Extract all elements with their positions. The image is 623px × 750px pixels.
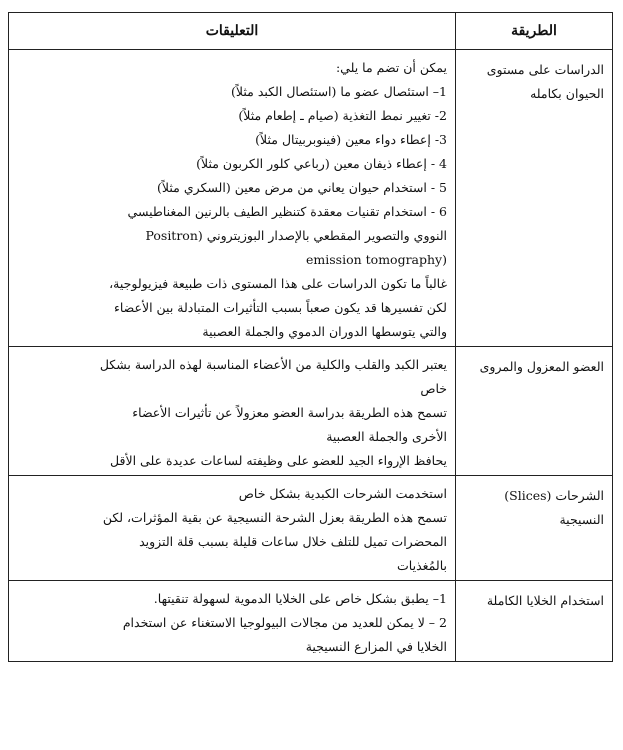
header-method: الطريقة	[456, 13, 613, 50]
method-cell: العضو المعزول والمروى	[456, 347, 613, 476]
comment-line: 2- تغيير نمط التغذية (صيام ـ إطعام مثلاً)	[238, 108, 447, 123]
comment-line: emission tomography)	[306, 252, 447, 267]
method-cell: الشرحات (Slices) النسيجية	[456, 476, 613, 581]
comment-line: والتي يتوسطها الدوران الدموي والجملة العصبية	[202, 324, 447, 339]
comment-line: النووي والتصوير المقطعي بالإصدار البوزيتروني (Positron	[145, 228, 447, 243]
comments-cell	[9, 476, 456, 581]
comment-line: 6 - استخدام تقنيات معقدة كتنظير الطيف بالرنين المغناطيسي	[127, 204, 447, 219]
table-header-row	[9, 13, 613, 50]
comment-line: يعتبر الكبد والقلب والكلية من الأعضاء المناسبة لهذه الدراسة بشكل	[99, 357, 447, 372]
methods-table	[8, 12, 613, 662]
comment-line: تسمح هذه الطريقة بعزل الشرحة النسيجية عن بقية المؤثرات، لكن	[102, 510, 447, 525]
comment-line: غالباً ما تكون الدراسات على هذا المستوى ذات طبيعة فيزيولوجية،	[109, 276, 447, 291]
comments-cell	[9, 347, 456, 476]
comment-line: 4 - إعطاء ذيفان معين (رباعي كلور الكربون مثلاً)	[196, 156, 447, 171]
table-row	[9, 581, 613, 662]
comment-line: 1– استئصال عضو ما (استئصال الكبد مثلاً)	[231, 84, 447, 99]
comment-line: خاص	[420, 381, 447, 396]
comment-line: 5 - استخدام حيوان يعاني من مرض معين (السكري مثلاً)	[157, 180, 447, 195]
method-cell: استخدام الخلايا الكاملة	[456, 581, 613, 662]
comment-line: تسمح هذه الطريقة بدراسة العضو معزولاً عن تأثيرات الأعضاء	[132, 405, 447, 420]
comment-line: يمكن أن تضم ما يلي:	[335, 60, 447, 75]
comment-line: لكن تفسيرها قد يكون صعباً بسبب التأثيرات المتبادلة بين الأعضاء	[113, 300, 447, 315]
comment-line: استخدمت الشرحات الكبدية بشكل خاص	[238, 486, 447, 501]
comment-line: المحضرات تميل للتلف خلال ساعات قليلة بسبب قلة التزويد	[139, 534, 447, 549]
comment-line: يحافظ الإرواء الجيد للعضو على وظيفته لساعات عديدة على الأقل	[110, 453, 447, 468]
comments-cell	[9, 50, 456, 347]
method-cell: الدراسات على مستوى الحيوان بكامله	[456, 50, 613, 347]
header-comments: التعليقات	[9, 13, 456, 50]
table-row	[9, 347, 613, 476]
table-row	[9, 476, 613, 581]
comment-line: 1– يطبق بشكل خاص على الخلايا الدموية لسهولة تنقيتها.	[153, 591, 447, 606]
comments-cell	[9, 581, 456, 662]
comment-line: 2 – لا يمكن للعديد من مجالات البيولوجيا الاستغناء عن استخدام	[122, 615, 447, 630]
table-row	[9, 50, 613, 347]
comment-line: الخلايا في المزارع النسيجية	[305, 639, 447, 654]
comment-line: 3- إعطاء دواء معين (فينوبربيتال مثلاً)	[255, 132, 447, 147]
comment-line: بالمُغذيات	[397, 558, 447, 573]
comment-line: الأخرى والجملة العصبية	[326, 429, 447, 444]
